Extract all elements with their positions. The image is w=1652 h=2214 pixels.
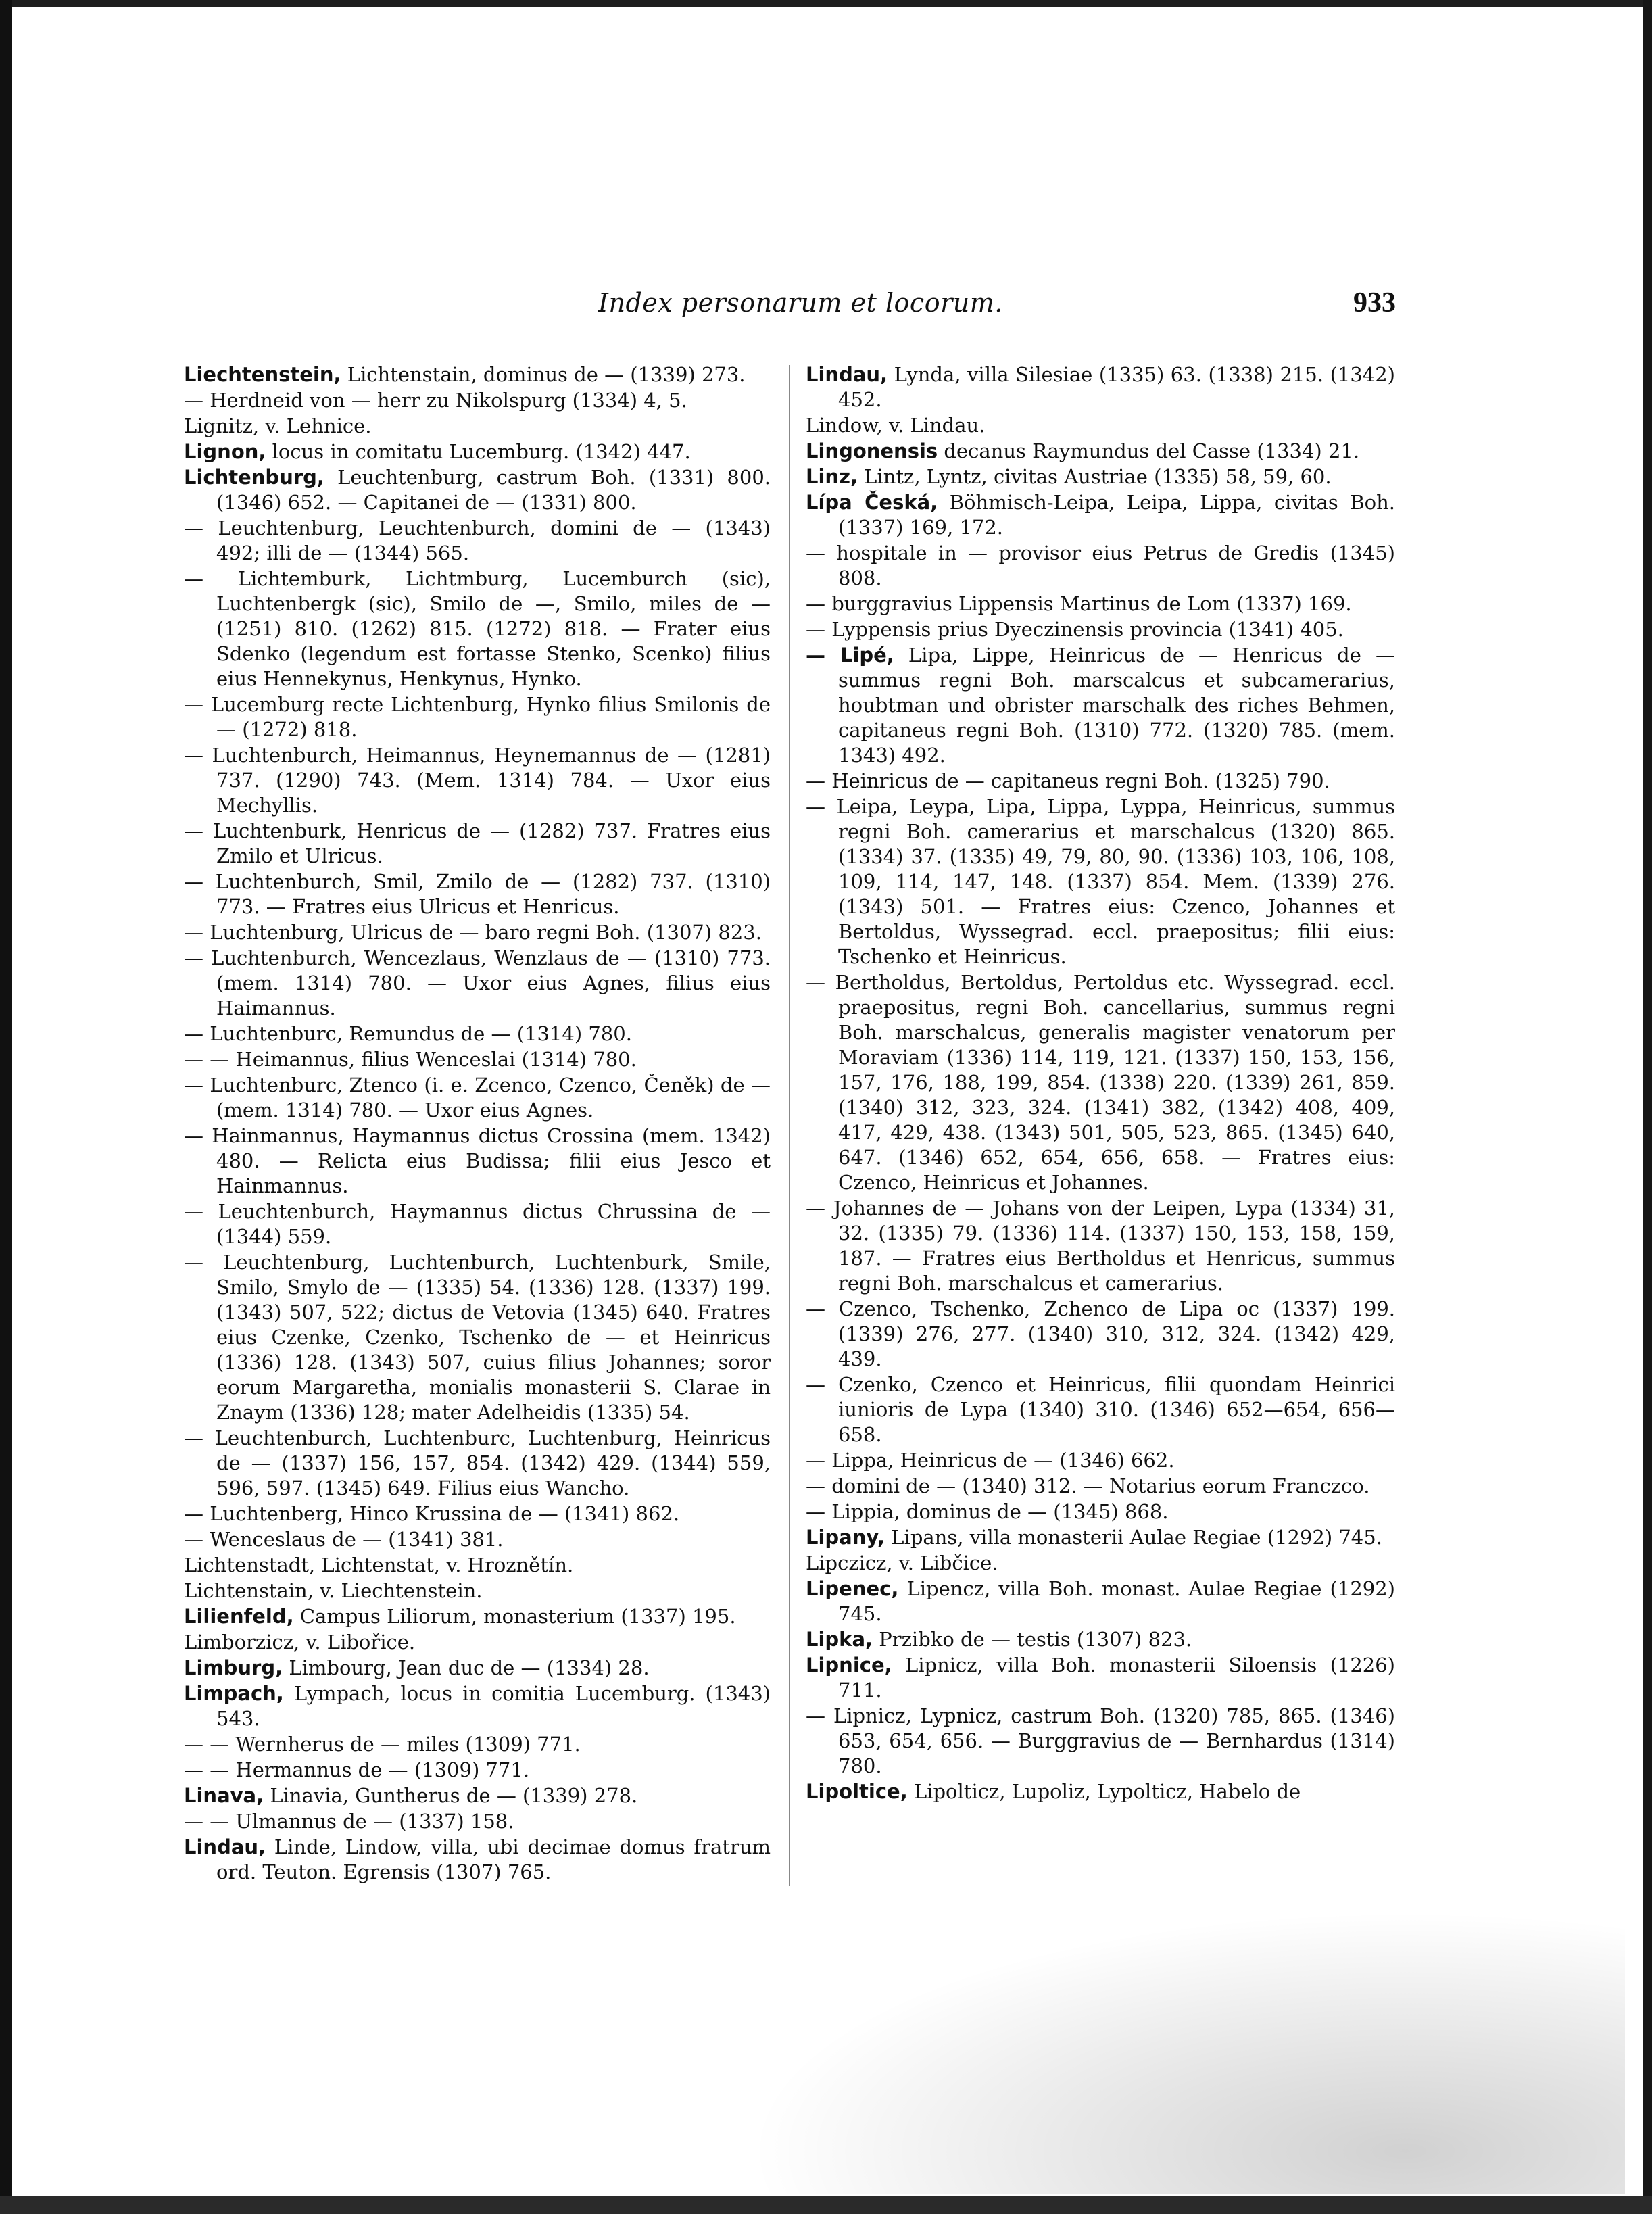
index-entry	[184, 920, 771, 945]
index-column-right	[806, 362, 1395, 1890]
index-entry	[184, 439, 771, 464]
entry-text: — Luchtenburg, Ulricus de — baro regni Boh. (1307) 823.	[184, 921, 762, 944]
index-entry	[184, 567, 771, 692]
entry-text: — Lippa, Heinricus de — (1346) 662.	[806, 1449, 1175, 1472]
entry-headword: Lipka,	[806, 1628, 873, 1651]
entry-text: Limborzicz, v. Libořice.	[184, 1631, 416, 1654]
index-entry	[184, 1426, 771, 1501]
entry-text: Lipa, Lippe, Heinricus de — Henricus de — summus regni Boh. marscalcus et subcamerarius, houbtman und obrister marschalk des riches Behmen, capitaneus regni Boh. (1310) 772. (1320) 785. (mem. 1343) 492.	[838, 644, 1395, 767]
entry-text: Böhmisch-Leipa, Leipa, Lippa, civitas Boh. (1337) 169, 172.	[838, 491, 1395, 539]
entry-headword: Limburg,	[184, 1656, 283, 1679]
entry-text: — Lichtemburk, Lichtmburg, Lucemburch (sic), Luchtenbergk (sic), Smilo de —, Smilo, miles de — (1251) 810. (1262) 815. (1272) 818. — Frater eius Sdenko (legendum est fortasse Stenko, Scenko) filius eius Hennekynus, Henkynus, Hynko.	[184, 567, 771, 690]
entry-text: — Czenko, Czenco et Heinricus, filii quondam Heinrici iunioris de Lypa (1340) 310. (1346) 652—654, 656—658.	[806, 1373, 1395, 1446]
index-entry	[184, 414, 771, 439]
index-column-left	[184, 362, 771, 1890]
entry-text: — Lyppensis prius Dyeczinensis provincia (1341) 405.	[806, 618, 1344, 641]
entry-text: — Leuchtenburg, Leuchtenburch, domini de — (1343) 492; illi de — (1344) 565.	[184, 516, 771, 564]
entry-text: Lynda, villa Silesiae (1335) 63. (1338) 215. (1342) 452.	[838, 363, 1395, 411]
entry-headword: Lípa Česká,	[806, 491, 938, 514]
entry-text: — Luchtenburch, Smil, Zmilo de — (1282) 737. (1310) 773. — Fratres eius Ulricus et Henricus.	[184, 870, 771, 918]
index-entry	[806, 970, 1395, 1195]
entry-text: — Luchtenburch, Heimannus, Heynemannus de — (1281) 737. (1290) 743. (Mem. 1314) 784. — Uxor eius Mechyllis.	[184, 744, 771, 817]
entry-headword: — Lipé,	[806, 644, 894, 667]
index-entry	[184, 1809, 771, 1834]
scan-edge-right	[1643, 0, 1652, 2214]
entry-text: — Lipnicz, Lypnicz, castrum Boh. (1320) 785, 865. (1346) 653, 654, 656. — Burggravius de — Bernhardus (1314) 780.	[806, 1704, 1395, 1777]
index-entry	[184, 1021, 771, 1046]
entry-text: Lignitz, v. Lehnice.	[184, 414, 372, 437]
page-number: 933	[1353, 287, 1396, 318]
entry-text: — Luchtenburc, Remundus de — (1314) 780.	[184, 1022, 632, 1045]
entry-text: — burggravius Lippensis Martinus de Lom (1337) 169.	[806, 592, 1352, 615]
index-entry	[184, 388, 771, 413]
entry-text: Linde, Lindow, villa, ubi decimae domus fratrum ord. Teuton. Egrensis (1307) 765.	[216, 1835, 771, 1883]
index-entry	[806, 1372, 1395, 1447]
index-entry	[184, 1732, 771, 1757]
index-entry	[184, 1073, 771, 1123]
entry-text: — Leuchtenburch, Haymannus dictus Chrussina de — (1344) 559.	[184, 1200, 771, 1248]
entry-text: Lindow, v. Lindau.	[806, 414, 986, 437]
index-entry	[184, 1656, 771, 1681]
entry-headword: Lichtenburg,	[184, 466, 324, 489]
index-entry	[184, 1604, 771, 1629]
entry-text: — Luchtenburc, Ztenco (i. e. Zcenco, Czenco, Čeněk) de — (mem. 1314) 780. — Uxor eius Agnes.	[184, 1074, 771, 1122]
entry-text: Linavia, Guntherus de — (1339) 278.	[264, 1784, 638, 1807]
index-entry	[184, 1047, 771, 1072]
entry-headword: Lilienfeld,	[184, 1605, 294, 1628]
entry-text: — Leipa, Leypa, Lipa, Lippa, Lyppa, Heinricus, summus regni Boh. camerarius et marschalcus (1320) 865. (1334) 37. (1335) 49, 79, 80, 90. (1336) 103, 106, 108, 109, 114, 147, 148. (1337) 854. Mem. (1339) 276. (1343) 501. — Fratres eius: Czenco, Johannes et Bertoldus, Wyssegrad. eccl. praepositus; filii eius: Tschenko et Heinricus.	[806, 795, 1395, 968]
entry-text: Limbourg, Jean duc de — (1334) 28.	[283, 1656, 650, 1679]
entry-headword: Linava,	[184, 1784, 264, 1807]
entry-headword: Limpach,	[184, 1682, 284, 1705]
entry-headword: Lipoltice,	[806, 1780, 908, 1803]
entry-text: — Lucemburg recte Lichtenburg, Hynko filius Smilonis de — (1272) 818.	[184, 693, 771, 741]
entry-text: — Leuchtenburg, Luchtenburch, Luchtenburk, Smile, Smilo, Smylo de — (1335) 54. (1336) 128. (1337) 199. (1343) 507, 522; dictus de Vetovia (1345) 640. Fratres eius Czenke, Czenko, Tschenko de — et Heinricus (1336) 128. (1343) 507, cuius filius Johannes; soror eorum Margaretha, monialis monasterii S. Clarae in Znaym (1336) 128; mater Adelheidis (1335) 54.	[184, 1251, 771, 1424]
entry-text: — — Ulmannus de — (1337) 158.	[184, 1810, 514, 1833]
scan-smudge	[746, 1910, 1625, 2194]
index-entry	[184, 1553, 771, 1578]
entry-text: Lipolticz, Lupoliz, Lypolticz, Habelo de	[907, 1780, 1301, 1803]
index-entry	[184, 1199, 771, 1249]
entry-headword: Lipnice,	[806, 1654, 892, 1677]
entry-text: Przibko de — testis (1307) 823.	[873, 1628, 1192, 1651]
entry-text: — Leuchtenburch, Luchtenburc, Luchtenburg, Heinricus de — (1337) 156, 157, 854. (1342) 429. (1344) 559, 596, 597. (1345) 649. Filius eius Wancho.	[184, 1426, 771, 1499]
entry-text: — Lippia, dominus de — (1345) 868.	[806, 1500, 1169, 1523]
entry-headword: Lipany,	[806, 1526, 885, 1549]
entry-text: — Johannes de — Johans von der Leipen, Lypa (1334) 31, 32. (1335) 79. (1336) 114. (1337) 150, 153, 158, 159, 187. — Fratres eius Bertholdus et Henricus, summus regni Boh. marschalcus et camerarius.	[806, 1197, 1395, 1295]
index-entry	[806, 464, 1395, 489]
entry-headword: Lindau,	[184, 1835, 266, 1858]
entry-text: Lipans, villa monasterii Aulae Regiae (1292) 745.	[885, 1526, 1382, 1549]
index-entry	[806, 1653, 1395, 1703]
scan-edge-top	[0, 0, 1652, 7]
index-entry	[806, 1627, 1395, 1652]
index-entry	[184, 692, 771, 742]
entry-text: Lipczicz, v. Libčice.	[806, 1551, 998, 1574]
index-entry	[806, 1297, 1395, 1372]
index-entry	[806, 1551, 1395, 1576]
index-entry	[806, 592, 1395, 617]
index-entry	[806, 490, 1395, 540]
index-entry	[806, 617, 1395, 642]
index-entry	[184, 516, 771, 566]
index-entry	[806, 541, 1395, 591]
index-entry	[184, 1630, 771, 1655]
index-entry	[184, 1124, 771, 1199]
index-entry	[184, 1835, 771, 1885]
index-entry	[184, 743, 771, 818]
index-entry	[806, 413, 1395, 438]
entry-text: — — Heimannus, filius Wenceslai (1314) 780.	[184, 1048, 637, 1071]
entry-text: — Wenceslaus de — (1341) 381.	[184, 1528, 504, 1551]
column-divider	[789, 365, 790, 1886]
index-entry	[806, 439, 1395, 464]
scan-edge-left	[0, 0, 12, 2214]
index-entry	[184, 946, 771, 1021]
entry-text: — — Wernherus de — miles (1309) 771.	[184, 1733, 581, 1756]
index-entry	[184, 1758, 771, 1783]
entry-headword: Lipenec,	[806, 1577, 899, 1600]
index-entry	[806, 1779, 1395, 1804]
index-entry	[806, 769, 1395, 794]
scan-edge-bottom	[0, 2196, 1652, 2214]
entry-text: — Hainmannus, Haymannus dictus Crossina (mem. 1342) 480. — Relicta eius Budissa; filii eius Jesco et Hainmannus.	[184, 1124, 771, 1197]
index-entry	[806, 794, 1395, 969]
entry-text: Lichtenstain, dominus de — (1339) 273.	[341, 363, 746, 386]
entry-text: Lintz, Lyntz, civitas Austriae (1335) 58, 59, 60.	[857, 465, 1332, 488]
entry-headword: Linz,	[806, 465, 858, 488]
entry-text: — Bertholdus, Bertoldus, Pertoldus etc. Wyssegrad. eccl. praepositus, regni Boh. cancellarius, summus regni Boh. marschalcus, generalis magister venatorum per Moraviam (1336) 114, 119, 121. (1337) 150, 153, 156, 157, 176, 188, 199, 854. (1338) 220. (1339) 261, 859. (1340) 312, 323, 324. (1341) 382, (1342) 408, 409, 417, 429, 438. (1343) 501, 505, 523, 865. (1345) 640, 647. (1346) 652, 654, 656, 658. — Fratres eius: Czenco, Heinricus et Johannes.	[806, 971, 1395, 1194]
entry-text: Lympach, locus in comitia Lucemburg. (1343) 543.	[216, 1682, 771, 1730]
index-entry	[806, 1577, 1395, 1627]
entry-text: — — Hermannus de — (1309) 771.	[184, 1758, 530, 1781]
index-entry	[806, 1704, 1395, 1779]
entry-text: — Luchtenburk, Henricus de — (1282) 737. Fratres eius Zmilo et Ulricus.	[184, 819, 771, 867]
index-entry	[184, 362, 771, 387]
entry-text: Lichtenstain, v. Liechtenstein.	[184, 1579, 483, 1602]
entry-text: — Luchtenberg, Hinco Krussina de — (1341) 862.	[184, 1502, 680, 1525]
entry-text: — Herdneid von — herr zu Nikolspurg (1334) 4, 5.	[184, 389, 687, 412]
index-entry	[184, 1501, 771, 1526]
index-entry	[806, 1499, 1395, 1524]
index-entry	[806, 1196, 1395, 1296]
index-entry	[806, 643, 1395, 768]
entry-text: decanus Raymundus del Casse (1334) 21.	[938, 439, 1360, 462]
entry-text: Leuchtenburg, castrum Boh. (1331) 800. (1346) 652. — Capitanei de — (1331) 800.	[216, 466, 771, 514]
index-entry	[806, 362, 1395, 412]
index-entry	[184, 819, 771, 869]
entry-text: — domini de — (1340) 312. — Notarius eorum Franczco.	[806, 1474, 1370, 1497]
entry-text: Lipnicz, villa Boh. monasterii Siloensis (1226) 711.	[838, 1654, 1395, 1702]
entry-headword: Liechtenstein,	[184, 363, 341, 386]
running-header	[598, 283, 1396, 323]
entry-headword: Lingonensis	[806, 439, 938, 462]
index-entry	[184, 869, 771, 919]
entry-text: Campus Liliorum, monasterium (1337) 195.	[293, 1605, 736, 1628]
index-entry	[184, 1250, 771, 1425]
index-entry	[806, 1474, 1395, 1499]
entry-text: — Luchtenburch, Wencezlaus, Wenzlaus de — (1310) 773. (mem. 1314) 780. — Uxor eius Agnes, filius eius Haimannus.	[184, 946, 771, 1019]
index-entry	[184, 1527, 771, 1552]
index-entry	[184, 1783, 771, 1808]
index-entry	[806, 1448, 1395, 1473]
index-entry	[184, 1579, 771, 1604]
header-title: Index personarum et locorum.	[598, 288, 1003, 318]
entry-headword: Lindau,	[806, 363, 888, 386]
entry-headword: Lignon,	[184, 440, 266, 463]
entry-text: — Heinricus de — capitaneus regni Boh. (1325) 790.	[806, 769, 1330, 792]
entry-text: — Czenco, Tschenko, Zchenco de Lipa oc (1337) 199. (1339) 276, 277. (1340) 310, 312, 324. (1342) 429, 439.	[806, 1297, 1395, 1370]
index-entry	[184, 1681, 771, 1731]
entry-text: — hospitale in — provisor eius Petrus de Gredis (1345) 808.	[806, 542, 1395, 589]
index-entry	[184, 465, 771, 515]
entry-text: locus in comitatu Lucemburg. (1342) 447.	[266, 440, 691, 463]
entry-text: Lichtenstadt, Lichtenstat, v. Hroznětín.	[184, 1554, 574, 1577]
index-entry	[806, 1525, 1395, 1550]
entry-text: Lipencz, villa Boh. monast. Aulae Regiae (1292) 745.	[838, 1577, 1395, 1625]
